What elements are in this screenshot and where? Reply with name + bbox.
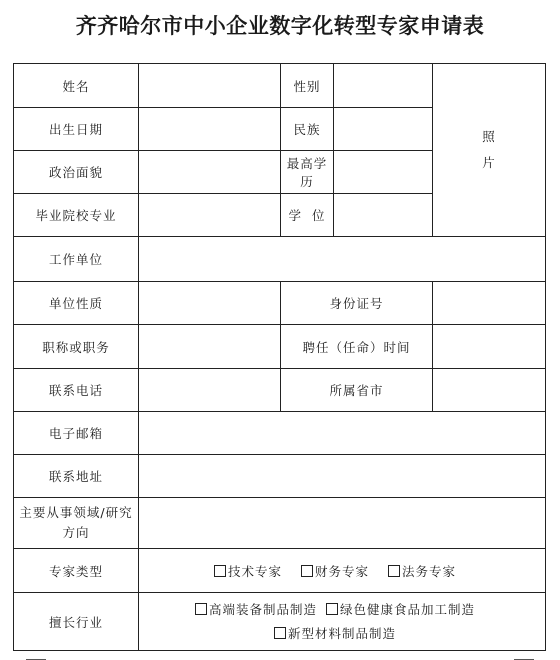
label-appointment-time: 聘任（任命）时间 <box>281 325 433 369</box>
checkbox-icon[interactable] <box>274 627 286 639</box>
label-address: 联系地址 <box>14 455 139 498</box>
label-degree: 学 位 <box>281 194 334 237</box>
gender-field[interactable] <box>334 64 433 108</box>
checkbox-icon[interactable] <box>301 565 313 577</box>
expert-type-option-legal[interactable]: 法务专家 <box>388 564 456 579</box>
degree-field[interactable] <box>334 194 433 237</box>
label-email: 电子邮箱 <box>14 412 139 455</box>
label-name: 姓名 <box>14 64 139 108</box>
label-political-status: 政治面貌 <box>14 151 139 194</box>
photo-label-2: 片 <box>482 155 496 170</box>
checkbox-icon[interactable] <box>195 603 207 615</box>
label-phone: 联系电话 <box>14 369 139 412</box>
label-title-position: 职称或职务 <box>14 325 139 369</box>
title-position-field[interactable] <box>139 325 281 369</box>
label-expert-type: 专家类型 <box>14 549 139 593</box>
checkbox-icon[interactable] <box>326 603 338 615</box>
political-status-field[interactable] <box>139 151 281 194</box>
label-industry: 擅长行业 <box>14 593 139 651</box>
label-gender: 性别 <box>281 64 334 108</box>
industry-option-equipment[interactable]: 高端装备制品制造 <box>195 602 317 617</box>
unit-nature-field[interactable] <box>139 282 281 325</box>
id-number-field[interactable] <box>433 282 546 325</box>
page-title: 齐齐哈尔市中小企业数字化转型专家申请表 <box>75 14 485 38</box>
industry-options <box>139 593 546 651</box>
school-major-field[interactable] <box>139 194 281 237</box>
email-field[interactable] <box>139 412 546 455</box>
address-field[interactable] <box>139 455 546 498</box>
research-field-field[interactable] <box>139 498 546 549</box>
application-form <box>13 63 546 651</box>
photo-label-1: 照 <box>482 129 496 144</box>
industry-option-materials[interactable]: 新型材料制品制造 <box>274 626 396 641</box>
ethnicity-field[interactable] <box>334 108 433 151</box>
photo-box[interactable] <box>433 64 546 237</box>
work-unit-field[interactable] <box>139 237 546 282</box>
label-province-city: 所属省市 <box>281 369 433 412</box>
industry-option-food[interactable]: 绿色健康食品加工制造 <box>326 602 475 617</box>
name-field[interactable] <box>139 64 281 108</box>
phone-field[interactable] <box>139 369 281 412</box>
label-research-field: 主要从事领域/研究方向 <box>14 498 139 549</box>
label-unit-nature: 单位性质 <box>14 282 139 325</box>
checkbox-icon[interactable] <box>214 565 226 577</box>
expert-type-option-financial[interactable]: 财务专家 <box>301 564 369 579</box>
label-id-number: 身份证号 <box>281 282 433 325</box>
expert-type-options <box>139 549 546 593</box>
appointment-time-field[interactable] <box>433 325 546 369</box>
education-field[interactable] <box>334 151 433 194</box>
label-ethnicity: 民族 <box>281 108 334 151</box>
checkbox-icon[interactable] <box>388 565 400 577</box>
birth-date-field[interactable] <box>139 108 281 151</box>
label-work-unit: 工作单位 <box>14 237 139 282</box>
label-birth-date: 出生日期 <box>14 108 139 151</box>
label-education: 最高学历 <box>281 151 334 194</box>
label-school-major: 毕业院校专业 <box>14 194 139 237</box>
expert-type-option-technical[interactable]: 技术专家 <box>214 564 282 579</box>
province-city-field[interactable] <box>433 369 546 412</box>
